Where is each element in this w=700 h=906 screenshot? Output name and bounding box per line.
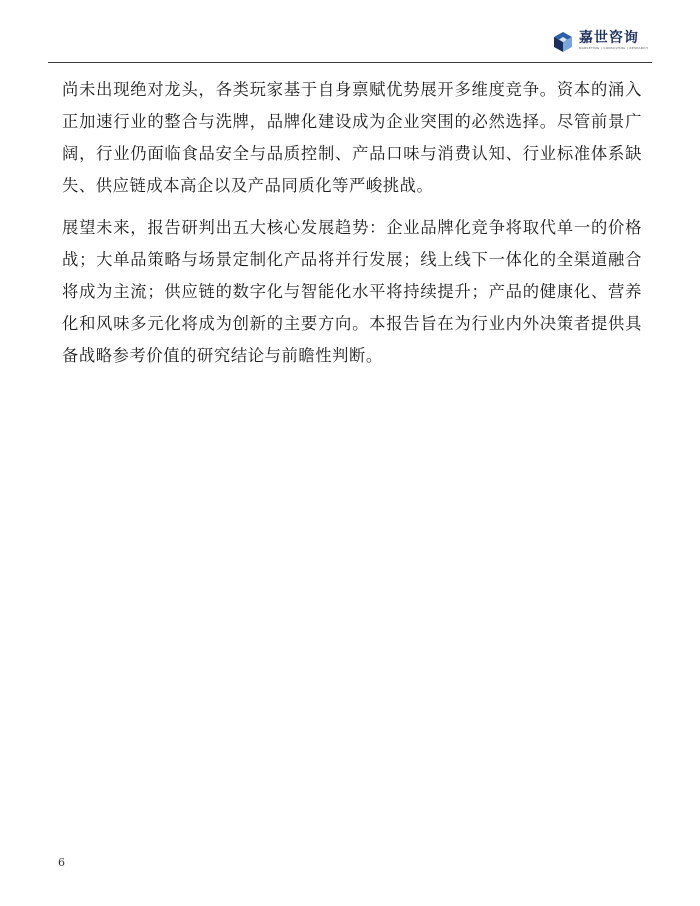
page-header [48, 18, 652, 63]
page-number: 6 [58, 856, 65, 869]
brand-name: 嘉世咨询 [578, 30, 639, 46]
cube-logo-icon [551, 30, 575, 54]
body-paragraph: 展望未来，报告研判出五大核心发展趋势：企业品牌化竞争将取代单一的价格战；大单品策略与场景定制化产品将并行发展；线上线下一体化的全渠道融合将成为主流；供应链的数字化与智能化水平将持续提升；产品的健康化、营养化和风味多元化将成为创新的主要方向。本报告旨在为行业内外决策者提供具备战略参考价值的研究结论与前瞻性判断。 [62, 218, 642, 365]
report-body [62, 74, 642, 372]
brand-logo [551, 30, 648, 60]
body-paragraph: 尚未出现绝对龙头，各类玩家基于自身禀赋优势展开多维度竞争。资本的涌入正加速行业的整合与洗牌，品牌化建设成为企业突围的必然选择。尽管前景广阔，行业仍面临食品安全与品质控制、产品口味与消费认知、行业标准体系缺失、供应链成本高企以及产品同质化等严峻挑战。 [62, 80, 642, 195]
brand-tagline: MARKETING | CONSULTING | RESEARCH [578, 46, 648, 50]
